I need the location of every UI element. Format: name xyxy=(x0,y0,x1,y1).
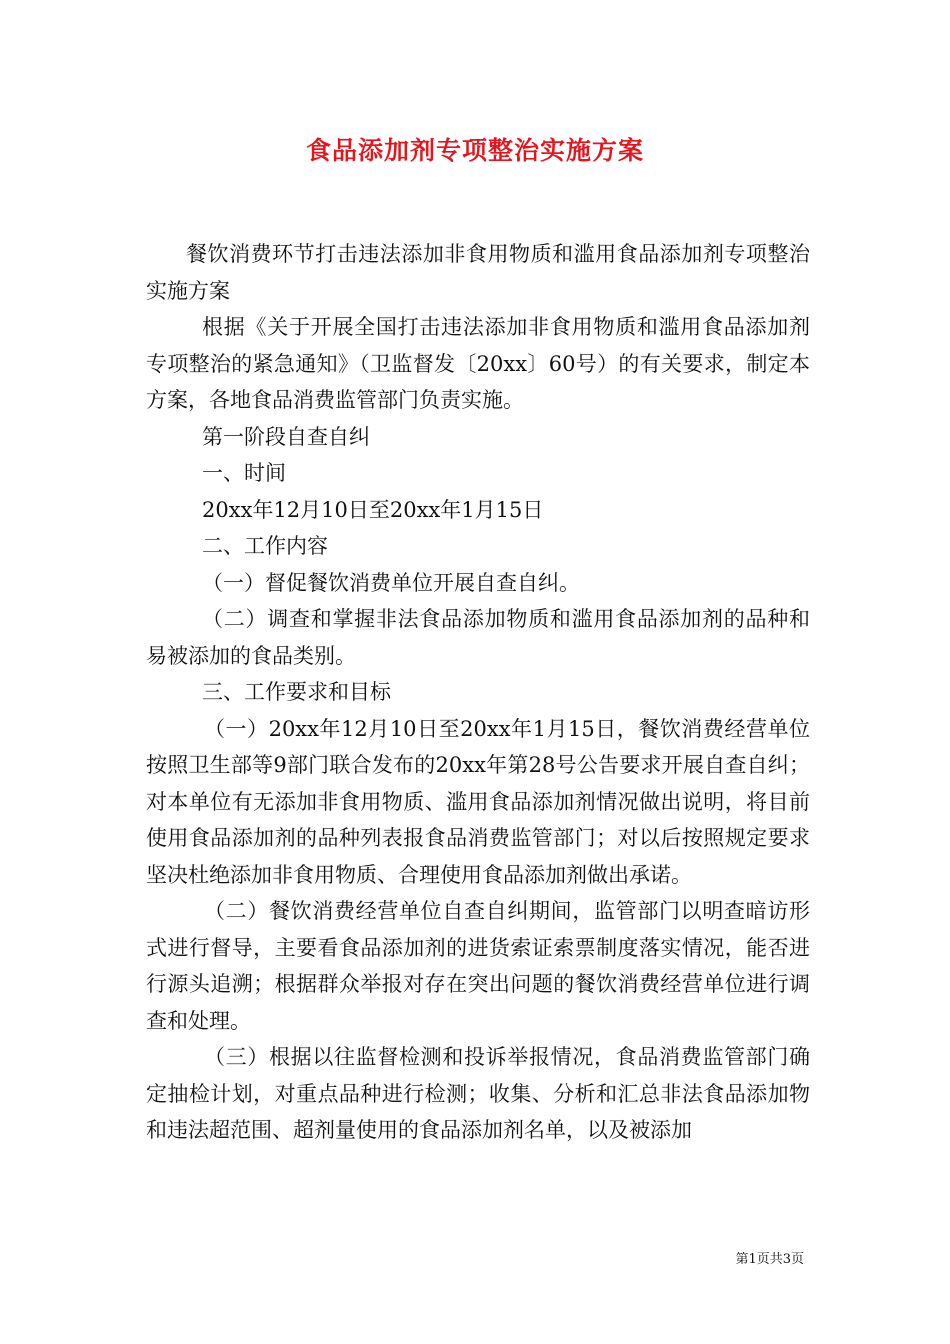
paragraph-subtitle: 餐饮消费环节打击违法添加非食用物质和滥用食品添加剂专项整治实施方案 xyxy=(146,242,810,303)
paragraph-content-item-1: （一）督促餐饮消费单位开展自查自纠。 xyxy=(202,570,580,595)
document-body xyxy=(146,236,810,1149)
paragraph-time-range: 20xx年12月10日至20xx年1月15日 xyxy=(202,497,544,522)
paragraph-requirement-1: （一）20xx年12月10日至20xx年1月15日，餐饮消费经营单位按照卫生部等9部门联合发布的20xx年第28号公告要求开展自查自纠；对本单位有无添加非食用物质、滥用食品添加剂情况做出说明，将目前使用食品添加剂的品种列表报食品消费监管部门；对以后按照规定要求坚决杜绝添加非食用物质、合理使用食品添加剂做出承诺。 xyxy=(146,716,810,887)
paragraph-section-content: 二、工作内容 xyxy=(202,534,328,558)
paragraph-basis: 根据《关于开展全国打击违法添加非食用物质和滥用食品添加剂专项整治的紧急通知》（卫监督发〔20xx〕60号）的有关要求，制定本方案，各地食品消费监管部门负责实施。 xyxy=(146,315,810,412)
paragraph-content-item-2: （二）调查和掌握非法食品添加物质和滥用食品添加剂的品种和易被添加的食品类别。 xyxy=(146,607,810,668)
paragraph-section-requirements: 三、工作要求和目标 xyxy=(202,680,391,704)
paragraph-requirement-3: （三）根据以往监督检测和投诉举报情况，食品消费监管部门确定抽检计划，对重点品种进行检测；收集、分析和汇总非法食品添加物和违法超范围、超剂量使用的食品添加剂名单，以及被添加 xyxy=(146,1045,810,1142)
paragraph-section-time: 一、时间 xyxy=(202,461,286,485)
paragraph-stage-heading: 第一阶段自查自纠 xyxy=(202,424,370,449)
document-title: 食品添加剂专项整治实施方案 xyxy=(305,136,644,165)
paragraph-requirement-2: （二）餐饮消费经营单位自查自纠期间，监管部门以明查暗访形式进行督导，主要看食品添加剂的进货索证索票制度落实情况，能否进行源头追溯；根据群众举报对存在突出问题的餐饮消费经营单位进行调查和处理。 xyxy=(146,899,810,1033)
page-number: 第1页共3页 xyxy=(735,1252,804,1267)
